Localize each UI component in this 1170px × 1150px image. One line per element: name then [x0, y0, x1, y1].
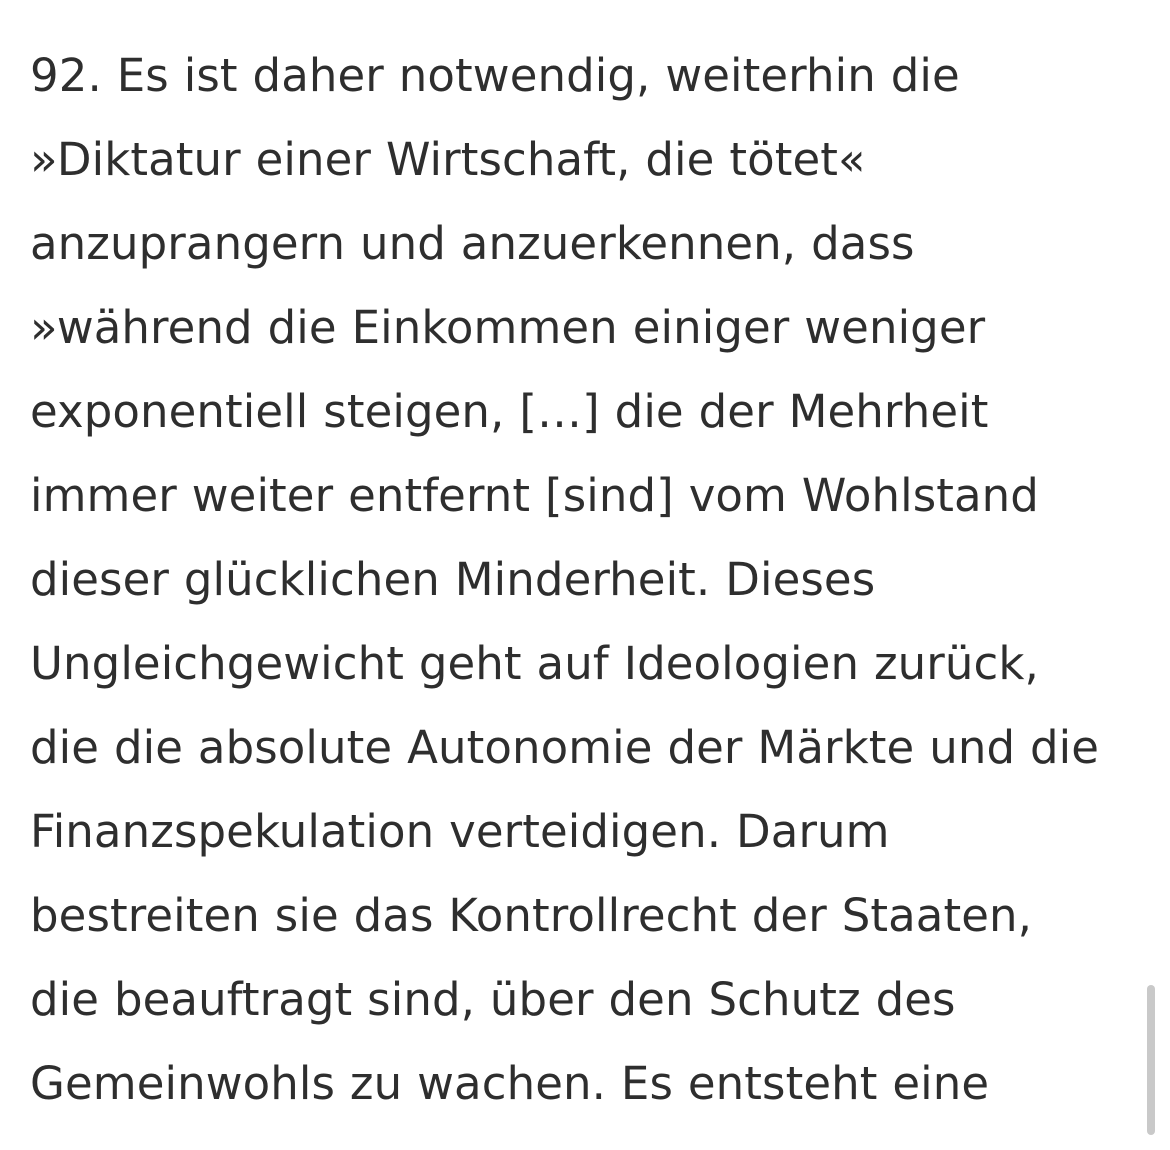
vertical-scrollbar-track[interactable] [1150, 0, 1164, 1150]
vertical-scrollbar-thumb[interactable] [1147, 985, 1155, 1135]
paragraph-92: 92. Es ist daher notwendig, weiterhin die »Diktatur einer Wirtschaft, die tötet« anzuprangern und anzuerkennen, dass »während die Einkommen einiger weniger exponentiell steigen, […] die der Mehrheit immer weiter entfernt [sind] vom Wohlstand dieser glücklichen Minderheit. Dieses Ungleichgewicht geht auf Ideologien zurück, die die absolute Autonomie der Märkte und die Finanzspekulation verteidigen. Darum bestreiten sie das Kontrollrecht der Staaten, die beauftragt sind, über den Schutz des Gemeinwohls zu wachen. Es entsteht eine [30, 49, 1114, 1110]
